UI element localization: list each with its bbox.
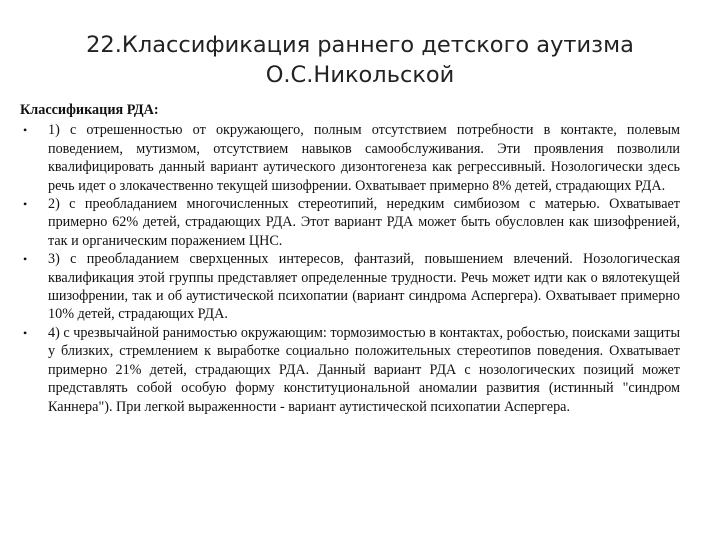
list-item [20, 121, 680, 195]
list-item [20, 250, 680, 324]
list-item-text: 4) с чрезвычайной ранимостью окружающим: тормозимостью в контактах, робостью, поисками защиты у близких, стремлением к выработке социально положительных стереотипов поведения. Охватывает примерно 21% детей, страдающих РДА. Данный вариант РДА с нозологических позиций может представлять собой особую форму конституциональной аномалии развития (истинный "синдром Каннера"). При легкой выраженности - вариант аутистической психопатии Аспергера. [48, 324, 680, 415]
bullet-icon: • [23, 197, 28, 212]
bullet-icon: • [23, 123, 28, 138]
list-item-text: 2) с преобладанием многочисленных стереотипий, нередким симбиозом с матерью. Охватывает примерно 62% детей, страдающих РДА. Этот вариант РДА может быть обусловлен как шизофренией, так и органическим поражением ЦНС. [48, 196, 680, 249]
slide-title-line-1: 22.Классификация раннего детского аутизма [86, 32, 634, 58]
list-item-text: 3) с преобладанием сверхценных интересов, фантазий, повышением влечений. Нозологическая квалификация этой группы представляет определенные трудности. Речь может идти как о вялотекущей шизофрении, так и об аутистической психопатии (вариант синдрома Аспергера). Охватывает примерно 10% детей, страдающих РДА. [48, 251, 680, 323]
list-item-text: 1) с отрешенностью от окружающего, полным отсутствием потребности в контакте, полевым поведением, мутизмом, отсутствием навыков самообслуживания. Эти проявления позволили квалифицировать данный вариант аутического дизонтогенеза как регрессивный. Нозологически здесь речь идет о злокачественно текущей шизофрении. Охватывает примерно 8% детей, страдающих РДА. [48, 122, 680, 194]
list-item [20, 195, 680, 250]
bullet-icon: • [23, 252, 28, 267]
bullet-icon: • [23, 325, 28, 340]
slide-title-line-2: О.С.Никольской [265, 62, 455, 88]
slide-body [20, 101, 680, 416]
classification-list [20, 121, 680, 416]
slide-title [60, 30, 660, 90]
list-item [20, 324, 680, 416]
classification-heading: Классификация РДА: [20, 102, 159, 118]
